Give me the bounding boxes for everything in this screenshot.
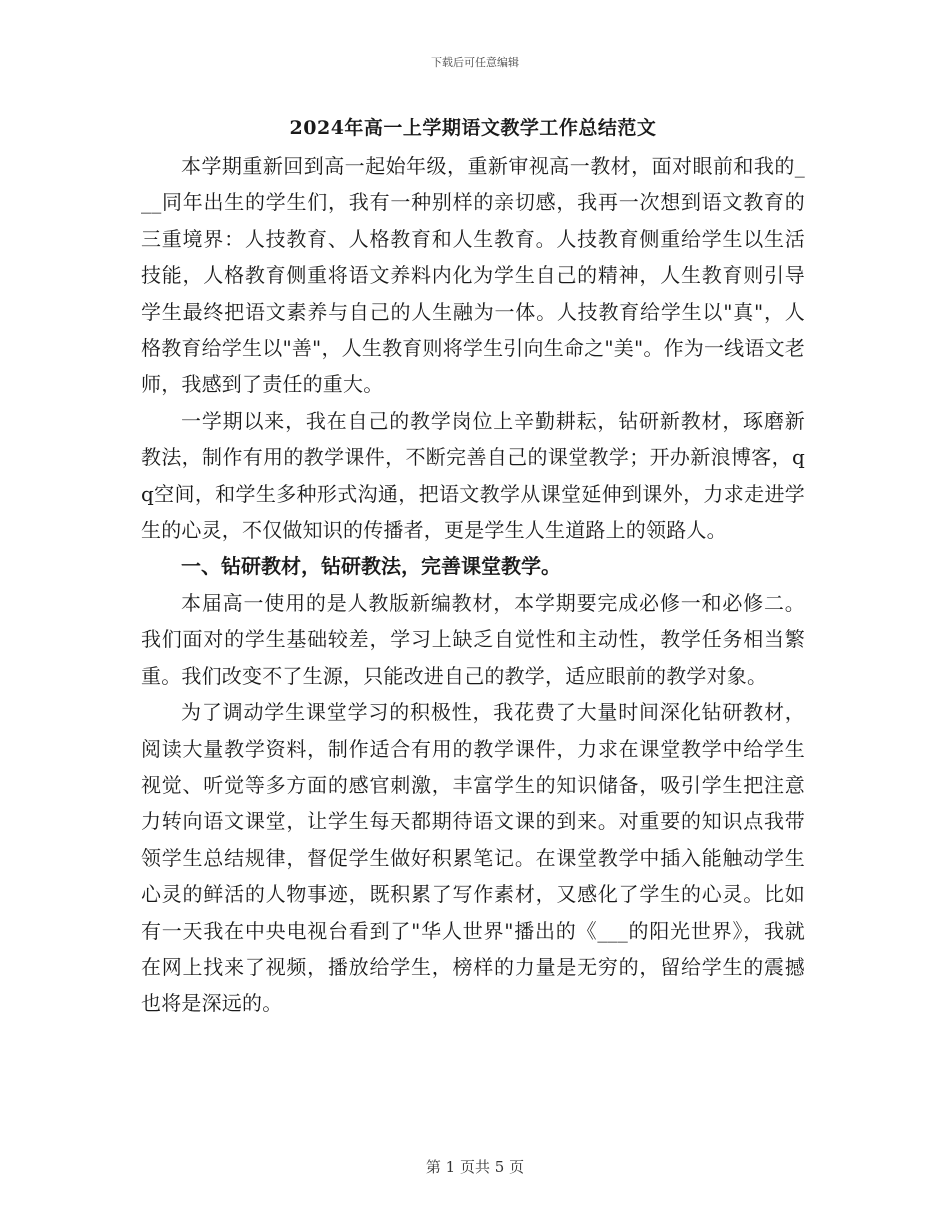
paragraph-motivation: 为了调动学生课堂学习的积极性，我花费了大量时间深化钻研教材，阅读大量教学资料，制作适合有用的教学课件，力求在课堂教学中给学生视觉、听觉等多方面的感官刺激，丰富学生的知识储备，吸引学生把注意力转向语文课堂，让学生每天都期待语文课的到来。对重要的知识点我带领学生总结规律，督促学生做好积累笔记。在课堂教学中插入能触动学生心灵的鲜活的人物事迹，既积累了写作素材，又感化了学生的心灵。比如有一天我在中央电视台看到了"华人世界"播出的《___的阳光世界》，我就在网上找来了视频，播放给学生，榜样的力量是无穷的，留给学生的震撼也将是深远的。 bbox=[141, 700, 805, 1016]
paragraph-intro: 本学期重新回到高一起始年级，重新审视高一教材，面对眼前和我的___同年出生的学生们，我有一种别样的亲切感，我再一次想到语文教育的三重境界：人技教育、人格教育和人生教育。人技教育侧重给学生以生活技能，人格教育侧重将语文养料内化为学生自己的精神，人生教育则引导学生最终把语文素养与自己的人生融为一体。人技教育给学生以"真"，人格教育给学生以"善"，人生教育则将学生引向生命之"美"。作为一线语文老师，我感到了责任的重大。 bbox=[141, 154, 805, 397]
document-title: 2024年高一上学期语文教学工作总结范文 bbox=[289, 117, 657, 139]
document-body bbox=[141, 112, 805, 1022]
page-indicator: 第 1 页共 5 页 bbox=[425, 1158, 525, 1176]
paragraph-semester: 一学期以来，我在自己的教学岗位上辛勤耕耘，钻研新教材，琢磨新教法，制作有用的教学课件，不断完善自己的课堂教学；开办新浪博客，qq空间，和学生多种形式沟通，把语文教学从课堂延伸到课外，力求走进学生的心灵，不仅做知识的传播者，更是学生人生道路上的领路人。 bbox=[141, 408, 805, 543]
paragraph-textbook: 本届高一使用的是人教版新编教材，本学期要完成必修一和必修二。我们面对的学生基础较差，学习上缺乏自觉性和主动性，教学任务相当繁重。我们改变不了生源，只能改进自己的教学，适应眼前的教学对象。 bbox=[141, 590, 805, 688]
section-heading-1: 一、钻研教材，钻研教法，完善课堂教学。 bbox=[181, 554, 561, 579]
header-note: 下载后可任意编辑 bbox=[431, 56, 519, 69]
